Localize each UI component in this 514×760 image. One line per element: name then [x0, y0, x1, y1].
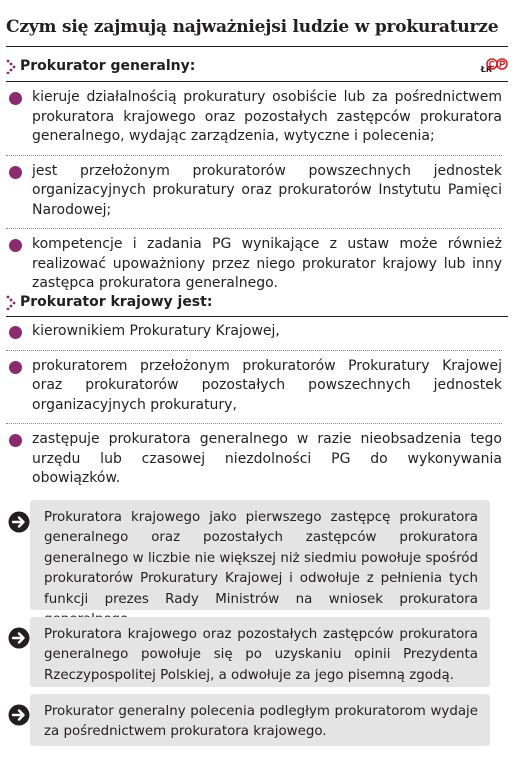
cp-logo-icon [486, 58, 508, 70]
list-item-text: kieruje działalnością prokuratury osobiście lub za pośrednictwem prokuratora krajowego oraz pozostałych zastępców prokuratora generalnego, wydając zarządzenia, wytyczne i polecenia; [32, 89, 502, 144]
arrow-right-circle-icon [8, 627, 30, 649]
arrow-right-circle-icon [8, 511, 30, 533]
section-heading-prokurator-generalny [6, 56, 508, 78]
bullet-dot-icon [9, 361, 22, 374]
author-credit: ŁR [480, 65, 492, 74]
bullet-list-prokurator-krajowy [6, 316, 502, 497]
list-item [6, 351, 502, 425]
dotted-marker-icon [6, 294, 16, 310]
list-item [6, 424, 502, 497]
list-item-text: kierownikiem Prokuratury Krajowej, [32, 323, 280, 339]
list-item [6, 156, 502, 230]
section-heading-prokurator-krajowy [6, 292, 508, 314]
list-item-text: zastępuje prokuratora generalnego w razie nieobsadzenia tego urzędu lub czasowej niezdolności PG do wykonywania obowiązków. [32, 431, 502, 486]
list-item-text: jest przełożonym prokuratorów powszechnych jednostek organizacyjnych prokuratury oraz prokuratorów Instytutu Pamięci Narodowej; [32, 162, 502, 218]
list-item-text: kompetencje i zadania PG wynikające z ustaw może również realizować upoważniony przez niego prokurator krajowy lub inny zastępca prokuratora generalnego. [32, 236, 502, 291]
note-box [30, 617, 490, 687]
bullet-dot-icon [9, 239, 22, 252]
page-title: Czym się zajmują najważniejsi ludzie w prokuraturze [6, 17, 499, 37]
list-item-text: prokuratorem przełożonym prokuratorów Prokuratury Krajowej oraz prokuratorów pozostałych powszechnych jednostek organizacyjnych prokuratury, [32, 357, 502, 413]
list-item [6, 82, 502, 156]
bullet-dot-icon [9, 92, 22, 105]
list-item [6, 229, 502, 302]
section-heading-label: Prokurator generalny: [20, 58, 196, 74]
note-text: Prokurator generalny polecenia podległym prokuratorom wydaje za pośrednictwem prokuratora krajowego. [44, 704, 478, 740]
title-rule [6, 46, 508, 47]
bullet-dot-icon [9, 434, 22, 447]
bullet-list-prokurator-generalny [6, 82, 502, 302]
arrow-right-circle-icon [8, 704, 30, 726]
bullet-dot-icon [9, 166, 22, 179]
bullet-dot-icon [9, 326, 22, 339]
list-item [6, 316, 502, 351]
note-box [30, 694, 490, 746]
note-box [30, 500, 490, 610]
note-text: Prokuratora krajowego oraz pozostałych zastępców prokuratora generalnego powołuje się po uzyskaniu opinii Prezydenta Rzeczypospolitej Polskiej, a odwołuje za jego pisemną zgodą. [44, 627, 478, 683]
section-heading-label: Prokurator krajowy jest: [20, 294, 213, 310]
dotted-marker-icon [6, 58, 16, 74]
note-text: Prokuratora krajowego jako pierwszego zastępcę prokuratora generalnego oraz pozostałych zastępców prokuratora generalnego w liczbie nie większej niż siedmiu powołuje spośród prokuratorów Prokuratury Krajowej i odwołuje z pełnienia tych funkcji prezes Rady Ministrów na wniosek prokuratora [44, 510, 478, 607]
